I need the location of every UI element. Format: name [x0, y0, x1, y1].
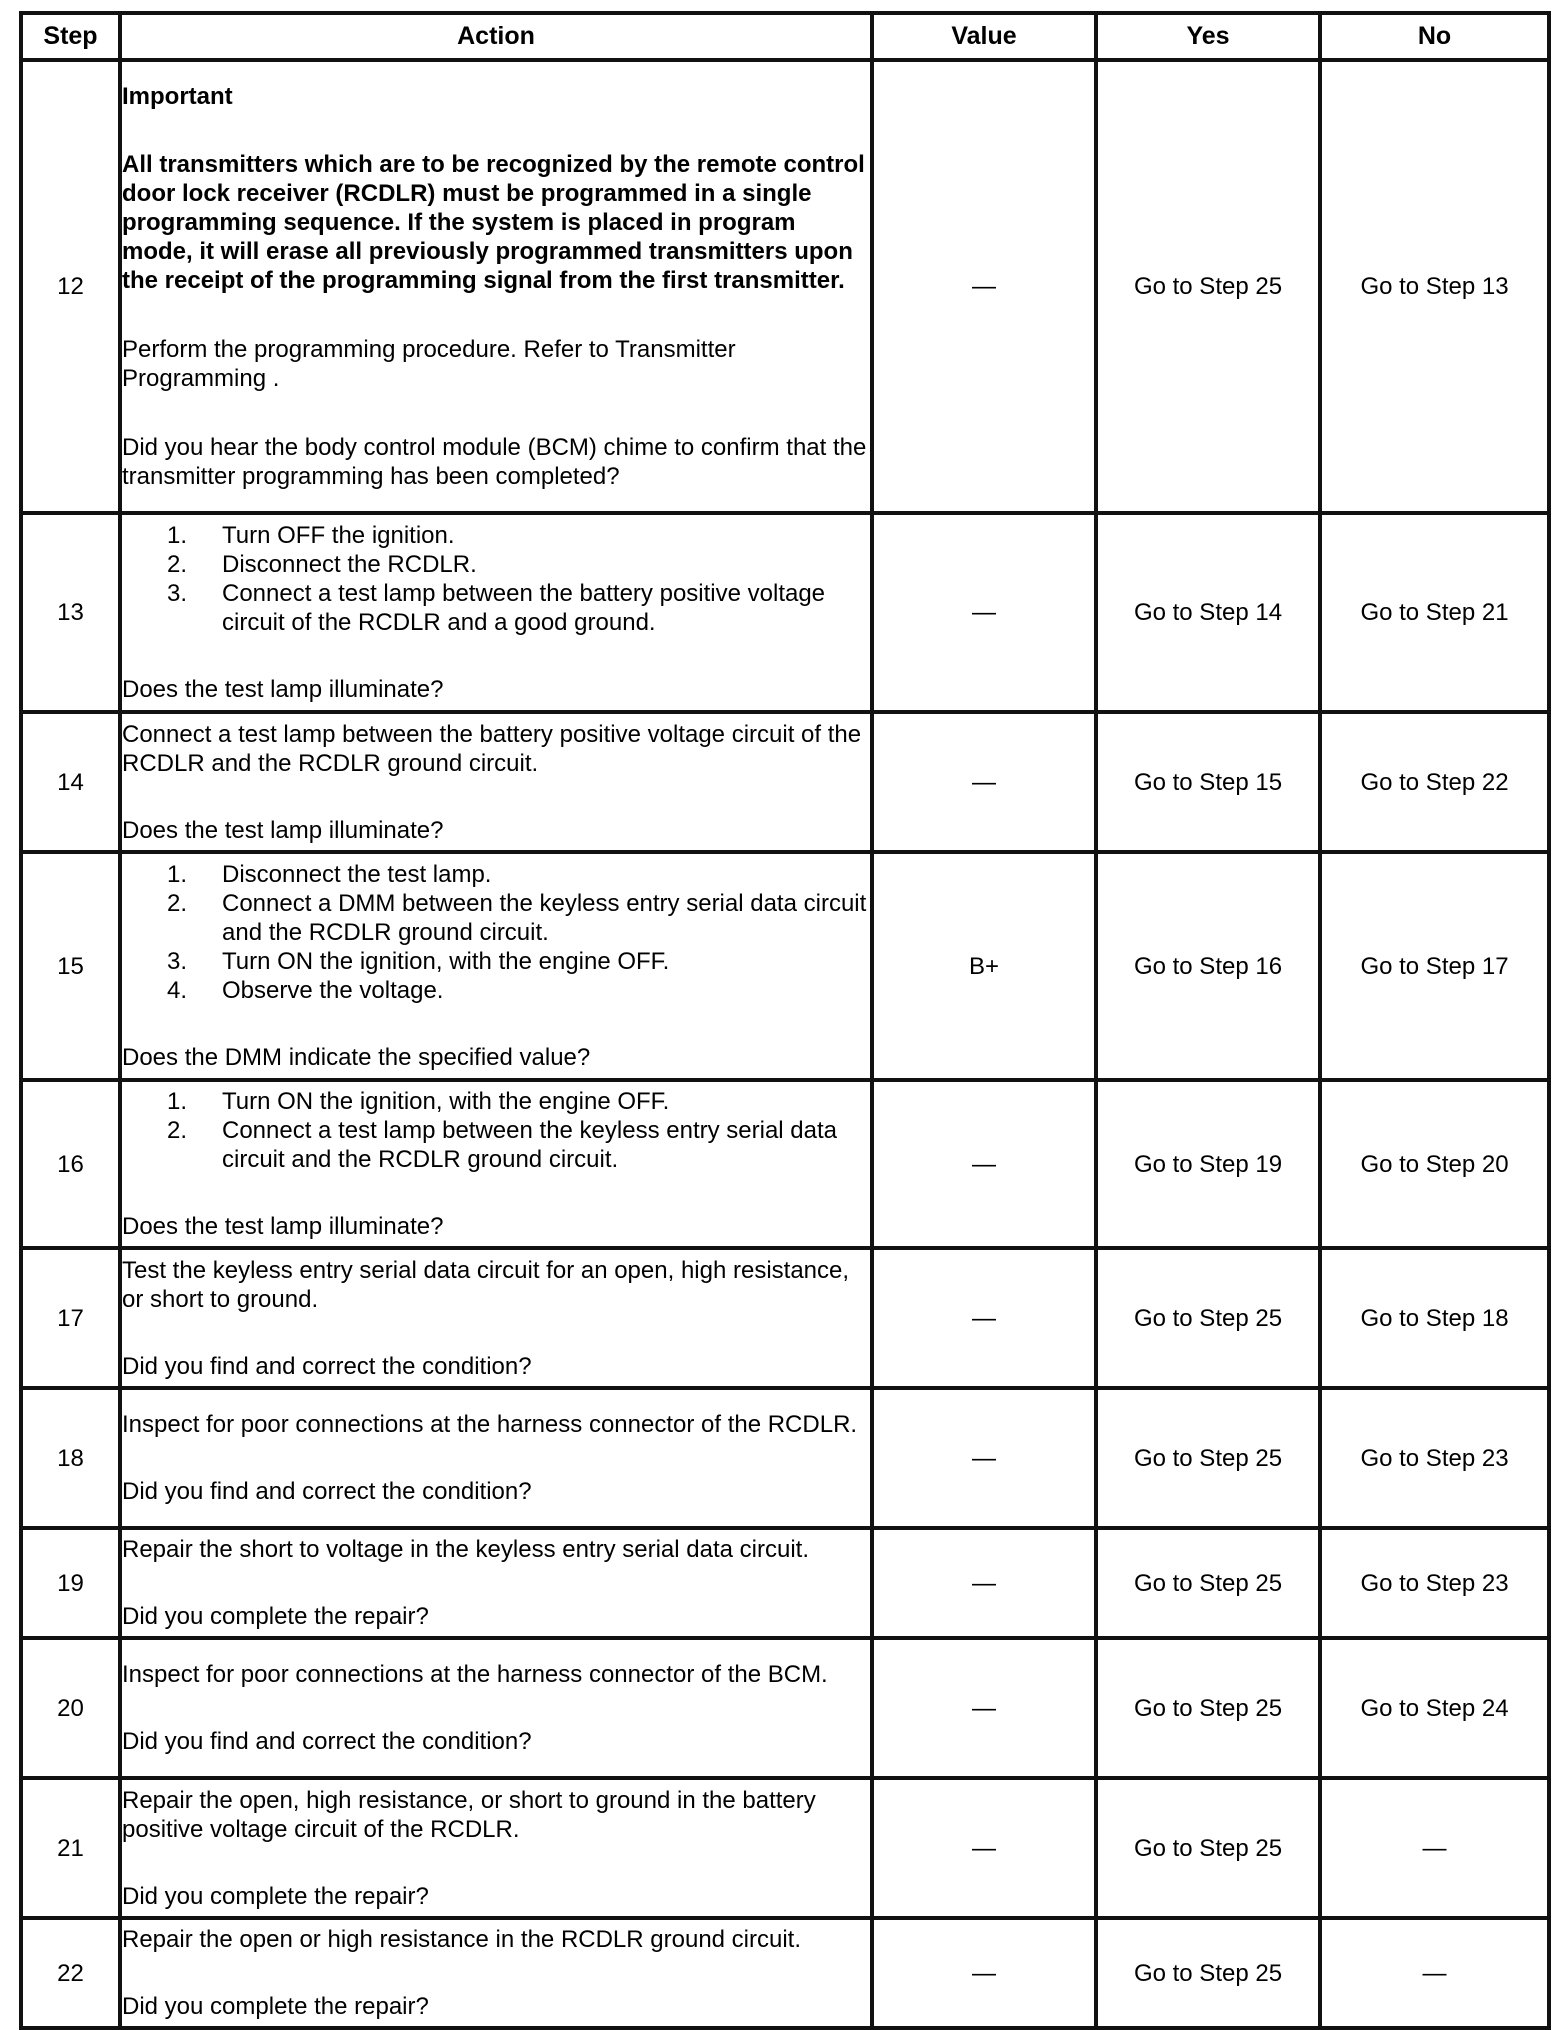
- no-link[interactable]: Go to Step 21: [1320, 513, 1549, 712]
- list-item: 1. Turn OFF the ignition.: [167, 522, 455, 549]
- step-number: 17: [21, 1248, 120, 1388]
- action-instruction: Connect a test lamp between the battery positive voltage circuit of the RCDLR and the RCDLR ground circuit.: [122, 720, 862, 777]
- step-number: 21: [21, 1778, 120, 1918]
- value-cell: —: [872, 1388, 1096, 1528]
- action-cell: [120, 60, 872, 513]
- action-list: [122, 1087, 870, 1174]
- diagnostic-table: [19, 11, 1551, 2030]
- yes-link[interactable]: Go to Step 25: [1096, 60, 1320, 513]
- value-cell: —: [872, 712, 1096, 852]
- action-list: [122, 860, 870, 1005]
- yes-link[interactable]: Go to Step 25: [1096, 1638, 1320, 1778]
- action-cell: [120, 852, 872, 1080]
- value-cell: —: [872, 1248, 1096, 1388]
- yes-link[interactable]: Go to Step 25: [1096, 1528, 1320, 1638]
- value-cell: —: [872, 60, 1096, 513]
- action-cell: [120, 1388, 872, 1528]
- header-step: Step: [21, 13, 120, 60]
- action-cell: [120, 513, 872, 712]
- value-cell: —: [872, 1778, 1096, 1918]
- step-number: 20: [21, 1638, 120, 1778]
- action-question: Did you complete the repair?: [122, 1603, 429, 1630]
- value-cell: —: [872, 1528, 1096, 1638]
- table-row: [21, 1248, 1549, 1388]
- action-question: Did you find and correct the condition?: [122, 1478, 532, 1505]
- yes-link[interactable]: Go to Step 25: [1096, 1248, 1320, 1388]
- value-cell: —: [872, 1638, 1096, 1778]
- step-number: 14: [21, 712, 120, 852]
- step-number: 15: [21, 852, 120, 1080]
- step-number: 19: [21, 1528, 120, 1638]
- list-item: 1. Turn ON the ignition, with the engine OFF.: [167, 1088, 670, 1115]
- list-item: 2. Disconnect the RCDLR.: [167, 551, 477, 578]
- table-row: [21, 1080, 1549, 1248]
- action-question: Did you find and correct the condition?: [122, 1352, 532, 1380]
- header-yes: Yes: [1096, 13, 1320, 60]
- no-link[interactable]: Go to Step 22: [1320, 712, 1549, 852]
- action-question: Does the test lamp illuminate?: [122, 1213, 444, 1240]
- no-link[interactable]: Go to Step 23: [1320, 1528, 1549, 1638]
- action-question: Does the DMM indicate the specified value?: [122, 1044, 591, 1071]
- table-row: [21, 513, 1549, 712]
- action-instruction: Inspect for poor connections at the harness connector of the BCM.: [122, 1661, 828, 1688]
- list-item: 1. Disconnect the test lamp.: [167, 861, 492, 888]
- action-cell: [120, 1638, 872, 1778]
- header-no: No: [1320, 13, 1549, 60]
- yes-link[interactable]: Go to Step 14: [1096, 513, 1320, 712]
- table-row: [21, 852, 1549, 1080]
- yes-link[interactable]: Go to Step 15: [1096, 712, 1320, 852]
- table-row: [21, 1528, 1549, 1638]
- action-question: Did you find and correct the condition?: [122, 1728, 532, 1755]
- list-item: 3. Turn ON the ignition, with the engine OFF.: [167, 948, 670, 975]
- action-cell: [120, 1918, 872, 2028]
- no-link[interactable]: Go to Step 13: [1320, 60, 1549, 513]
- no-link[interactable]: Go to Step 18: [1320, 1248, 1549, 1388]
- list-item: 2. Connect a DMM between the keyless entry serial data circuit and the RCDLR ground circuit.: [167, 890, 867, 946]
- list-item: 2. Connect a test lamp between the keyless entry serial data circuit and the RCDLR ground circuit.: [167, 1117, 837, 1173]
- action-cell: [120, 712, 872, 852]
- action-question: Did you complete the repair?: [122, 1882, 429, 1910]
- yes-link[interactable]: Go to Step 25: [1096, 1388, 1320, 1528]
- no-link[interactable]: Go to Step 17: [1320, 852, 1549, 1080]
- step-number: 13: [21, 513, 120, 712]
- no-value-cell: —: [1320, 1918, 1549, 2028]
- action-question: Does the test lamp illuminate?: [122, 816, 444, 844]
- action-instruction: Repair the short to voltage in the keyless entry serial data circuit.: [122, 1536, 809, 1563]
- no-link[interactable]: Go to Step 23: [1320, 1388, 1549, 1528]
- step-number: 18: [21, 1388, 120, 1528]
- header-row: [21, 13, 1549, 60]
- yes-link[interactable]: Go to Step 16: [1096, 852, 1320, 1080]
- action-instruction: Inspect for poor connections at the harness connector of the RCDLR.: [122, 1411, 858, 1438]
- action-cell: [120, 1778, 872, 1918]
- yes-link[interactable]: Go to Step 25: [1096, 1918, 1320, 2028]
- action-instruction: Perform the programming procedure. Refer to Transmitter Programming .: [122, 336, 736, 392]
- table-row: [21, 1918, 1549, 2028]
- yes-link[interactable]: Go to Step 25: [1096, 1778, 1320, 1918]
- value-cell: B+: [872, 852, 1096, 1080]
- header-action: Action: [120, 13, 872, 60]
- header-value: Value: [872, 13, 1096, 60]
- action-cell: [120, 1080, 872, 1248]
- list-item: 3. Connect a test lamp between the battery positive voltage circuit of the RCDLR and a good ground.: [167, 580, 826, 636]
- action-question: Did you hear the body control module (BCM) chime to confirm that the transmitter programming has been completed?: [122, 434, 867, 490]
- list-item: 4. Observe the voltage.: [167, 977, 444, 1004]
- action-cell: [120, 1248, 872, 1388]
- action-instruction: Repair the open or high resistance in the RCDLR ground circuit.: [122, 1926, 802, 1953]
- table-row: [21, 1388, 1549, 1528]
- table-row: [21, 1778, 1549, 1918]
- action-cell: [120, 1528, 872, 1638]
- table-row: [21, 60, 1549, 513]
- step-number: 16: [21, 1080, 120, 1248]
- no-link[interactable]: Go to Step 24: [1320, 1638, 1549, 1778]
- table-row: [21, 1638, 1549, 1778]
- table-row: [21, 712, 1549, 852]
- value-cell: —: [872, 1080, 1096, 1248]
- value-cell: —: [872, 1918, 1096, 2028]
- value-cell: —: [872, 513, 1096, 712]
- action-instruction: Test the keyless entry serial data circuit for an open, high resistance, or short to ground.: [122, 1256, 850, 1313]
- action-list: [122, 521, 870, 637]
- action-instruction: Repair the open, high resistance, or short to ground in the battery positive voltage circuit of the RCDLR.: [122, 1786, 816, 1843]
- important-label: Important: [122, 83, 233, 110]
- no-link[interactable]: Go to Step 20: [1320, 1080, 1549, 1248]
- step-number: 22: [21, 1918, 120, 2028]
- no-value-cell: —: [1320, 1778, 1549, 1918]
- yes-link[interactable]: Go to Step 19: [1096, 1080, 1320, 1248]
- important-text: All transmitters which are to be recognized by the remote control door lock receiver (RCDLR) must be programmed in a single programming sequence. If the system is placed in program mode, it will erase all previously programmed transmitters upon the receipt of the programming signal from the first transmitter.: [122, 151, 865, 294]
- action-question: Does the test lamp illuminate?: [122, 676, 444, 703]
- step-number: 12: [21, 60, 120, 513]
- action-question: Did you complete the repair?: [122, 1993, 429, 2020]
